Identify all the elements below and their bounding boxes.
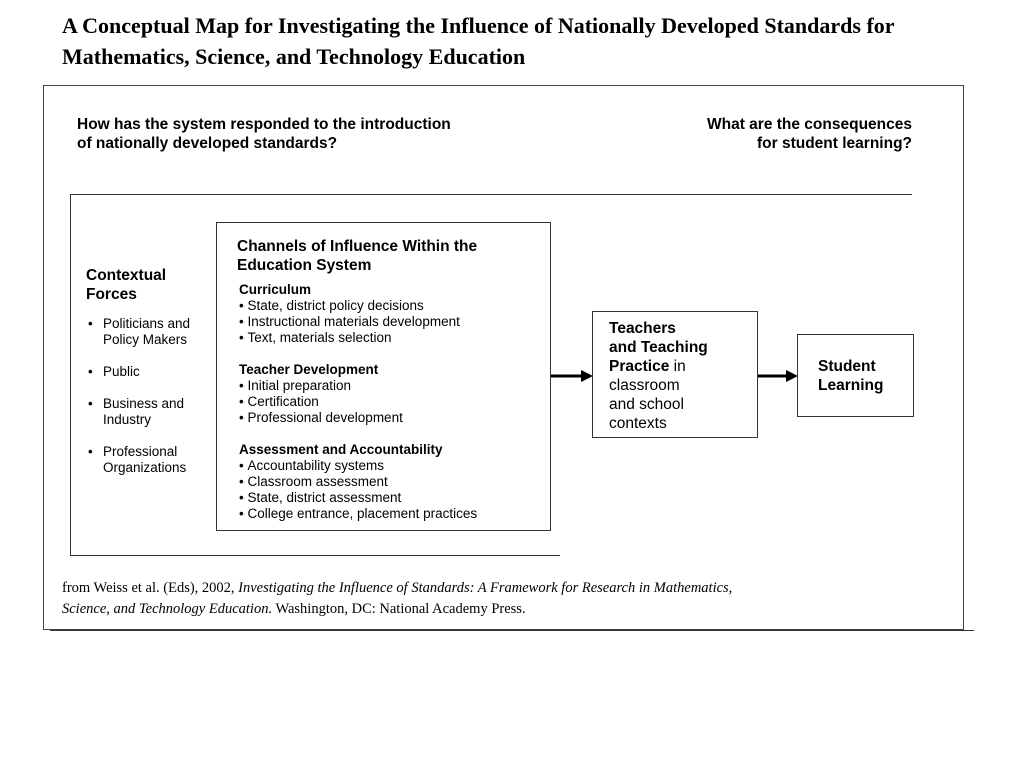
contextual-force-item: • Politicians and Policy Makers xyxy=(86,316,216,348)
bracket-bottom-line xyxy=(70,555,560,556)
context-line: classroom xyxy=(609,377,680,394)
arrow-channels-to-teachers xyxy=(551,366,593,386)
practice-label: Practice xyxy=(609,358,670,375)
section-item: • Text, materials selection xyxy=(239,330,549,346)
teachers-practice-text xyxy=(609,319,749,433)
context-line: contexts xyxy=(609,415,667,432)
section-heading: Teacher Development xyxy=(239,362,379,377)
teachers-label: Teachers xyxy=(609,320,676,337)
section-item: • Professional development xyxy=(239,410,549,426)
section-item: • College entrance, placement practices xyxy=(239,506,549,522)
question-system-response: How has the system responded to the introduction of nationally developed standards? xyxy=(77,116,451,152)
section-item: • Accountability systems xyxy=(239,458,549,474)
bracket-left-line xyxy=(70,194,71,555)
student-learning-box xyxy=(797,334,914,417)
section-item: • Instructional materials development xyxy=(239,314,549,330)
contextual-force-item: • Professional Organizations xyxy=(86,444,216,476)
section-item: • Initial preparation xyxy=(239,378,549,394)
section-heading: Curriculum xyxy=(239,282,312,297)
channels-of-influence-box xyxy=(216,222,551,531)
section-item: • Certification xyxy=(239,394,549,410)
contextual-forces-heading: Contextual Forces xyxy=(86,267,167,303)
learning-label: Learning xyxy=(818,377,884,394)
caption-suffix: Washington, DC: National Academy Press. xyxy=(272,601,526,617)
channel-section-curriculum xyxy=(239,282,549,346)
section-item: • State, district policy decisions xyxy=(239,298,549,314)
channels-title: Channels of Influence Within the Education System xyxy=(237,238,478,274)
in-label: in xyxy=(669,358,686,375)
caption-prefix: from Weiss et al. (Eds), 2002, xyxy=(62,580,239,596)
contextual-forces-list xyxy=(86,316,216,492)
teachers-practice-box xyxy=(592,311,758,438)
teaching-label: and Teaching xyxy=(609,339,708,356)
student-learning-text xyxy=(818,357,913,395)
slide-title: A Conceptual Map for Investigating the Influence of Nationally Developed Standards for Mathematics, Science, and Technology Education xyxy=(62,13,895,69)
source-caption xyxy=(62,578,782,620)
section-list xyxy=(239,378,549,426)
contextual-force-item: • Public xyxy=(86,364,216,380)
student-label: Student xyxy=(818,358,876,375)
section-item: • Classroom assessment xyxy=(239,474,549,490)
channel-section-teacher-development xyxy=(239,362,549,426)
section-list xyxy=(239,458,549,522)
section-list xyxy=(239,298,549,346)
arrow-teachers-to-student xyxy=(758,366,798,386)
context-line: and school xyxy=(609,396,684,413)
bottom-rule xyxy=(50,630,974,631)
section-heading: Assessment and Accountability xyxy=(239,442,443,457)
channel-section-assessment xyxy=(239,442,549,522)
contextual-force-item: • Business and Industry xyxy=(86,396,216,428)
section-item: • State, district assessment xyxy=(239,490,549,506)
bracket-top-line xyxy=(70,194,912,195)
question-student-consequences: What are the consequences for student learning? xyxy=(706,116,912,152)
caption-title: Investigating the Influence of Standards: A Framework for Research in Mathematics, Science, and Technology Education. xyxy=(62,580,733,617)
